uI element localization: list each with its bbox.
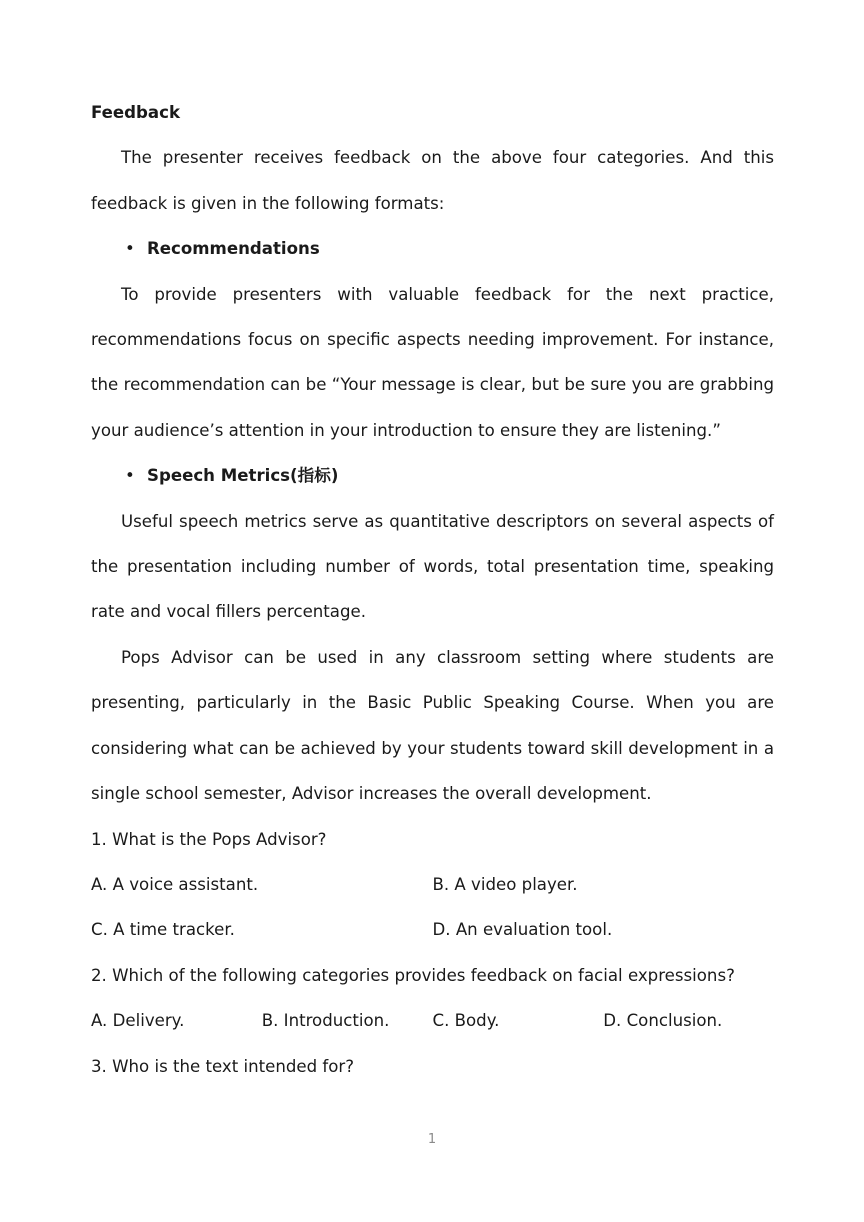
question-1: 1. What is the Pops Advisor?: [91, 829, 327, 849]
page-content: [91, 90, 774, 1089]
option-a: A. A voice assistant.: [91, 874, 259, 894]
section-heading: Feedback: [91, 103, 180, 122]
recommendations-paragraph: To provide presenters with valuable feedback for the next practice, recommendations focus on specific aspects needing improvement. For instance, the recommendation can be “Your message is clear, but be sure you are grabbing your audience’s attention in your introduction to ensure they are listening.”: [91, 284, 774, 440]
bullet-speech-metrics: [91, 453, 774, 498]
pops-advisor-paragraph: Pops Advisor can be used in any classroom setting where students are presenting, particularly in the Basic Public Speaking Course. When you are considering what can be achieved by your students toward skill development in a single school semester, Advisor increases the overall development.: [91, 647, 774, 804]
option-b: B. Introduction.: [261, 1011, 390, 1031]
bullet-recommendations: [91, 226, 774, 271]
option-d: D. An evaluation tool.: [432, 920, 613, 940]
question-1-options-row-2: [91, 907, 774, 952]
option-c: C. Body.: [432, 1011, 500, 1031]
question-2: 2. Which of the following categories provides feedback on facial expressions?: [91, 965, 735, 985]
bullet-title: Recommendations: [147, 239, 320, 259]
option-c: C. A time tracker.: [91, 920, 235, 940]
option-a: A. Delivery.: [91, 1011, 185, 1031]
option-b: B. A video player.: [432, 874, 578, 894]
option-d: D. Conclusion.: [603, 1011, 723, 1031]
bullet-title: Speech Metrics(指标): [147, 466, 339, 486]
question-2-options: [91, 998, 774, 1043]
intro-paragraph: The presenter receives feedback on the above four categories. And this feedback is given in the following formats:: [91, 148, 774, 213]
question-3: 3. Who is the text intended for?: [91, 1056, 355, 1076]
question-1-options-row-1: [91, 862, 774, 907]
bullet-marker: •: [125, 239, 135, 259]
metrics-paragraph: Useful speech metrics serve as quantitative descriptors on several aspects of the presentation including number of words, total presentation time, speaking rate and vocal fillers percentage.: [91, 511, 774, 622]
page-number: 1: [427, 1132, 437, 1147]
bullet-marker: •: [125, 466, 135, 486]
